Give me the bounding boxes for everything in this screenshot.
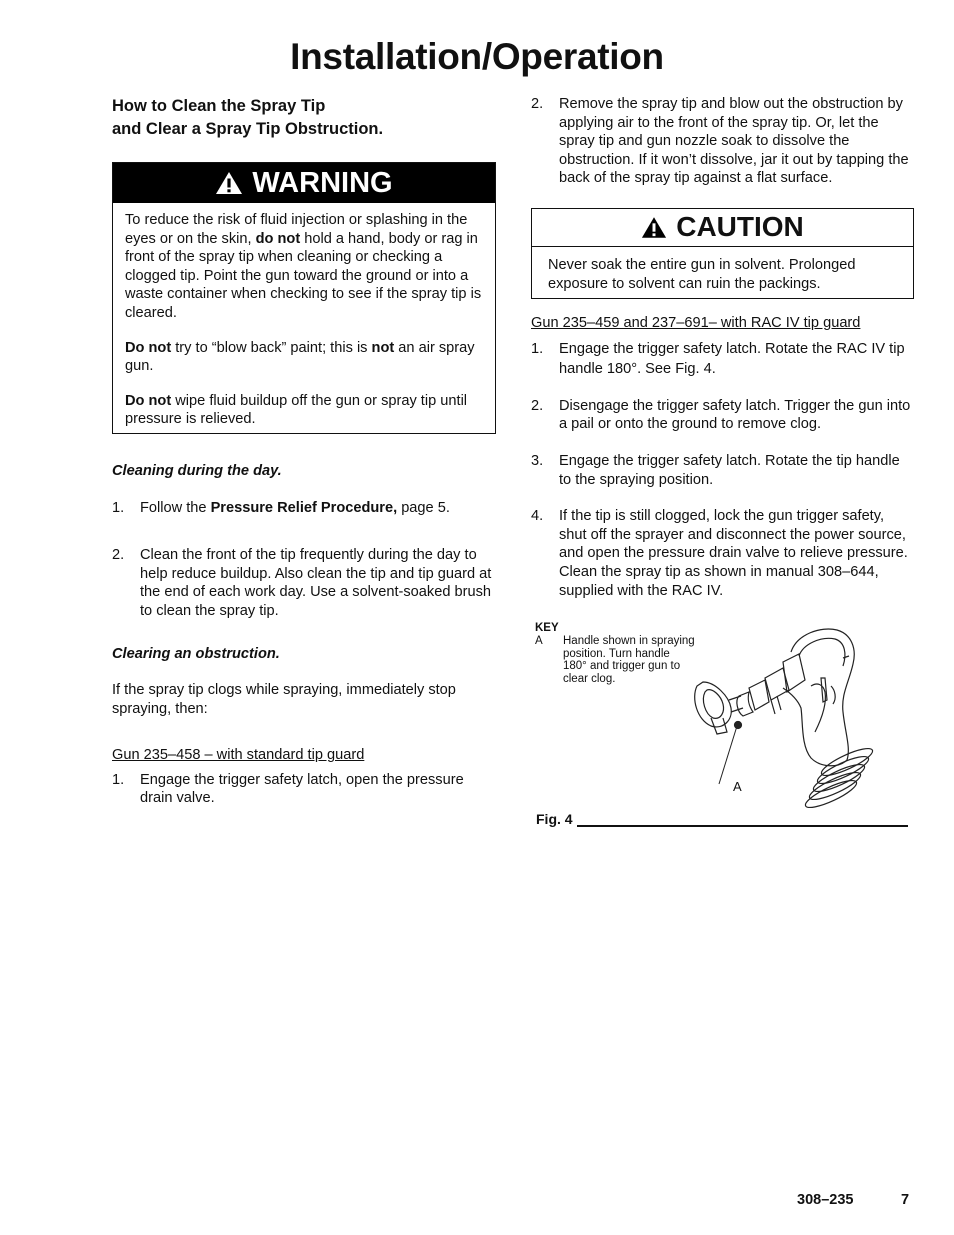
gun-458-heading: Gun 235–458 – with standard tip guard xyxy=(112,747,365,764)
gun-459-heading: Gun 235–459 and 237–691– with RAC IV tip guard xyxy=(531,315,861,332)
list-item: 1. Follow the Pressure Relief Procedure, page 5. xyxy=(112,499,450,516)
figure-rule xyxy=(577,825,908,827)
list-item: 1. Engage the trigger safety latch. Rotate the RAC IV tip handle 180°. See Fig. 4. xyxy=(531,340,905,377)
figure-4 xyxy=(531,622,914,847)
warning-header xyxy=(113,163,495,203)
gun-body xyxy=(783,629,854,766)
warning-paragraph: To reduce the risk of fluid injection or splashing in the eyes or on the skin, do not hold a hand, body or rag in front of the spray tip when cleaning or checking a clogged tip. Point the gun toward the ground or into a waste container when checking to see if the spray tip is cleared. xyxy=(125,212,482,321)
callout-dot xyxy=(735,722,742,729)
clearing-intro: If the spray tip clogs while spraying, immediately stop spraying, then: xyxy=(112,682,456,717)
spray-gun-illustration xyxy=(671,622,915,818)
caution-label: CAUTION xyxy=(676,211,804,243)
list-item: 3. Engage the trigger safety latch. Rotate the tip handle to the spraying position. xyxy=(531,452,900,488)
warning-box xyxy=(112,162,496,434)
hose-coil xyxy=(803,744,876,812)
figure-label: Fig. 4 xyxy=(536,811,573,828)
warning-paragraph: Do not wipe fluid buildup off the gun or spray tip until pressure is relieved. xyxy=(125,392,468,428)
list-item: 2. Remove the spray tip and blow out the obstruction by applying air to the front of the spray tip. Or, let the spray tip and gun nozzle soak to dissolve the obstruction. If it won’t dissolve, jar it out by tapping the back of the spray tip against a flat surface. xyxy=(531,96,909,187)
warning-triangle-icon xyxy=(641,216,667,239)
left-column xyxy=(112,95,496,826)
list-item: 2. Disengage the trigger safety latch. Trigger the gun into a pail or onto the ground to remove clog. xyxy=(531,397,911,433)
warning-paragraph: Do not try to “blow back” paint; this is not an air spray gun. xyxy=(125,339,475,375)
cleaning-subheading: Cleaning during the day. xyxy=(112,462,282,479)
callout-leader-line xyxy=(719,726,737,784)
footer-page-number: 7 xyxy=(901,1192,910,1208)
footer-doc-number: 308–235 xyxy=(797,1192,854,1208)
clearing-subheading: Clearing an obstruction. xyxy=(112,645,280,662)
caution-box xyxy=(531,208,914,299)
warning-triangle-icon xyxy=(215,171,243,195)
warning-body xyxy=(113,203,495,433)
figure-callout-a: A xyxy=(733,779,742,795)
caution-header xyxy=(532,209,913,247)
right-column xyxy=(531,95,914,847)
list-item: 4. If the tip is still clogged, lock the gun trigger safety, shut off the sprayer and disconnect the power source, and open the pressure drain valve to relieve pressure. Clean the spray tip as shown in manual 308–644, supplied with the RAC IV. xyxy=(531,508,908,599)
warning-label: WARNING xyxy=(252,166,393,199)
figure-key-title: KEY xyxy=(535,622,559,635)
gun-nozzle xyxy=(737,654,805,716)
section-heading: How to Clean the Spray Tip and Clear a Spray Tip Obstruction. xyxy=(112,97,384,138)
page-title: Installation/Operation xyxy=(290,36,664,77)
caution-body: Never soak the entire gun in solvent. Prolonged exposure to solvent can ruin the packings. xyxy=(548,256,856,292)
list-item: 1. Engage the trigger safety latch, open the pressure drain valve. xyxy=(112,771,464,807)
figure-key-row: A Handle shown in spraying position. Turn handle 180° and trigger gun to clear clog. xyxy=(535,635,695,685)
list-item: 2. Clean the front of the tip frequently during the day to help reduce buildup. Also clean the tip and tip guard at the end of each work day. Use a solvent-soaked brush to clean the spray tip. xyxy=(112,547,492,619)
